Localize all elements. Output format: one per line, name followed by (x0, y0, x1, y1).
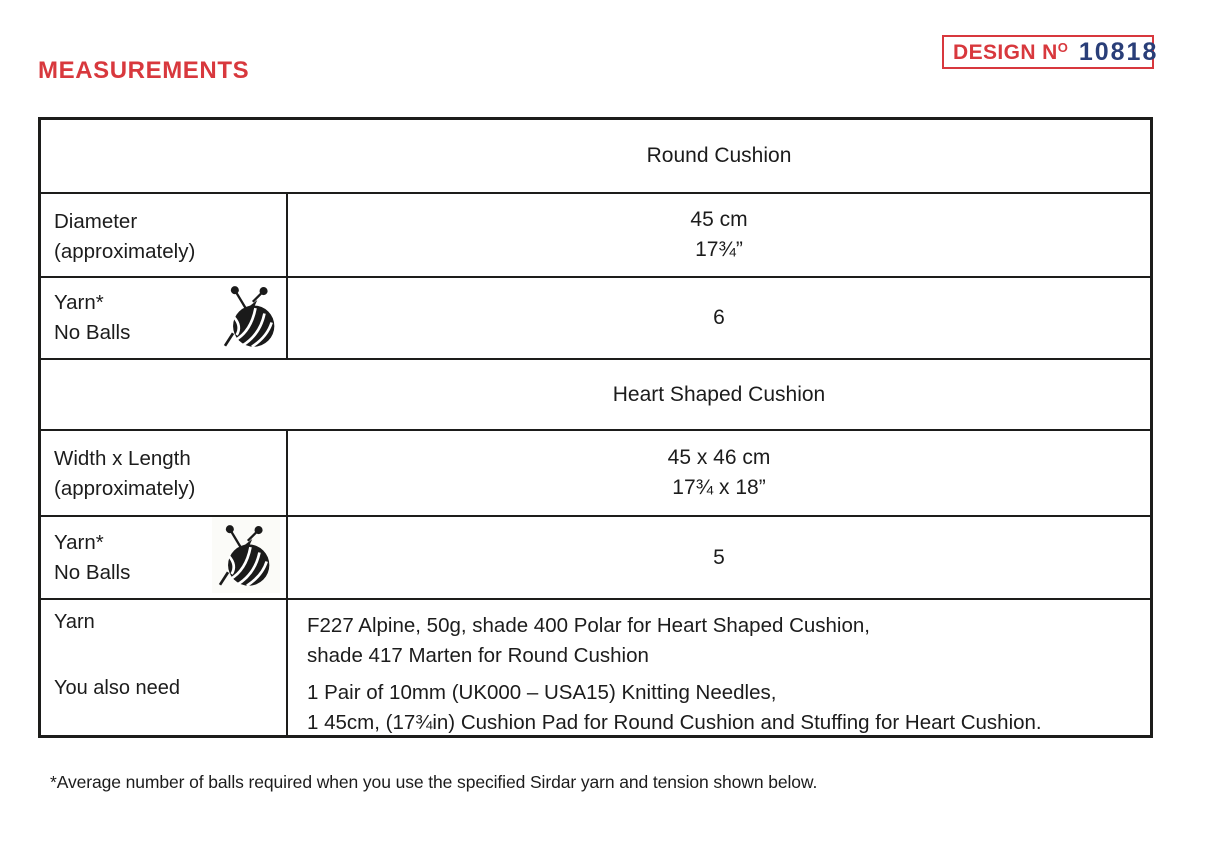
materials-need-line1: 1 Pair of 10mm (UK000 – USA15) Knitting Needles, (307, 681, 777, 704)
size-value (288, 431, 1150, 515)
materials-value (288, 600, 1150, 735)
heart-yarn-label-text (54, 528, 130, 588)
materials-label-yarn: Yarn (54, 611, 95, 633)
design-label (953, 40, 1068, 65)
design-label-text: DESIGN N (953, 40, 1058, 64)
table-row-round-header (41, 120, 1150, 192)
design-label-ordinal: O (1057, 39, 1068, 55)
materials-label-need: You also need (54, 677, 181, 699)
table-row-diameter (41, 192, 1150, 276)
yarn-ball-needles-icon (217, 522, 275, 592)
diameter-value-cm: 45 cm (690, 208, 748, 231)
size-label-line2: (approximately) (54, 477, 196, 500)
table-row-heart-yarn (41, 515, 1150, 598)
heart-yarn-label-line2: No Balls (54, 560, 131, 584)
diameter-value-inches: 17¾” (695, 238, 743, 261)
design-number: 10818 (1078, 37, 1159, 66)
table-row-round-yarn (41, 276, 1150, 358)
materials-yarn-paragraph (307, 611, 1134, 670)
table-row-heart-header (41, 358, 1150, 429)
diameter-label-line2: (approximately) (54, 240, 196, 263)
yarn-icon-plate (212, 517, 280, 593)
heart-yarn-value (288, 517, 1150, 598)
round-yarn-balls-count: 6 (713, 306, 725, 329)
round-yarn-label-line2: No Balls (54, 321, 131, 344)
yarn-ball-needles-icon (222, 283, 280, 353)
size-value-inches: 17¾ x 18” (672, 476, 766, 499)
section-header-round-cushion: Round Cushion (646, 144, 792, 167)
table-row-size (41, 429, 1150, 515)
size-label (41, 431, 288, 515)
round-yarn-label-text (54, 288, 130, 348)
footnote: *Average number of balls required when you use the specified Sirdar yarn and tension shown below. (50, 772, 818, 792)
section-header-heart-cushion: Heart Shaped Cushion (612, 382, 826, 406)
diameter-value (288, 194, 1150, 276)
materials-need-line2: 1 45cm, (17¾in) Cushion Pad for Round Cushion and Stuffing for Heart Cushion. (307, 710, 1042, 734)
heart-yarn-label (41, 517, 288, 598)
materials-yarn-line2: shade 417 Marten for Round Cushion (307, 643, 649, 667)
measurements-table (38, 117, 1153, 738)
design-number-box (942, 35, 1159, 69)
materials-yarn-line1: F227 Alpine, 50g, shade 400 Polar for Heart Shaped Cushion, (307, 614, 870, 637)
table-row-materials (41, 598, 1150, 735)
diameter-label (41, 194, 288, 276)
size-label-line1: Width x Length (54, 447, 191, 470)
materials-label (41, 600, 288, 735)
round-yarn-value (288, 278, 1150, 358)
heart-yarn-label-line1: Yarn* (54, 530, 104, 554)
materials-need-paragraph (307, 678, 1134, 737)
round-yarn-label (41, 278, 288, 358)
diameter-label-line1: Diameter (54, 210, 138, 233)
heart-yarn-balls-count: 5 (713, 545, 725, 569)
round-yarn-label-line1: Yarn* (54, 291, 104, 314)
size-value-cm: 45 x 46 cm (667, 446, 771, 469)
page-title: MEASUREMENTS (38, 57, 250, 84)
